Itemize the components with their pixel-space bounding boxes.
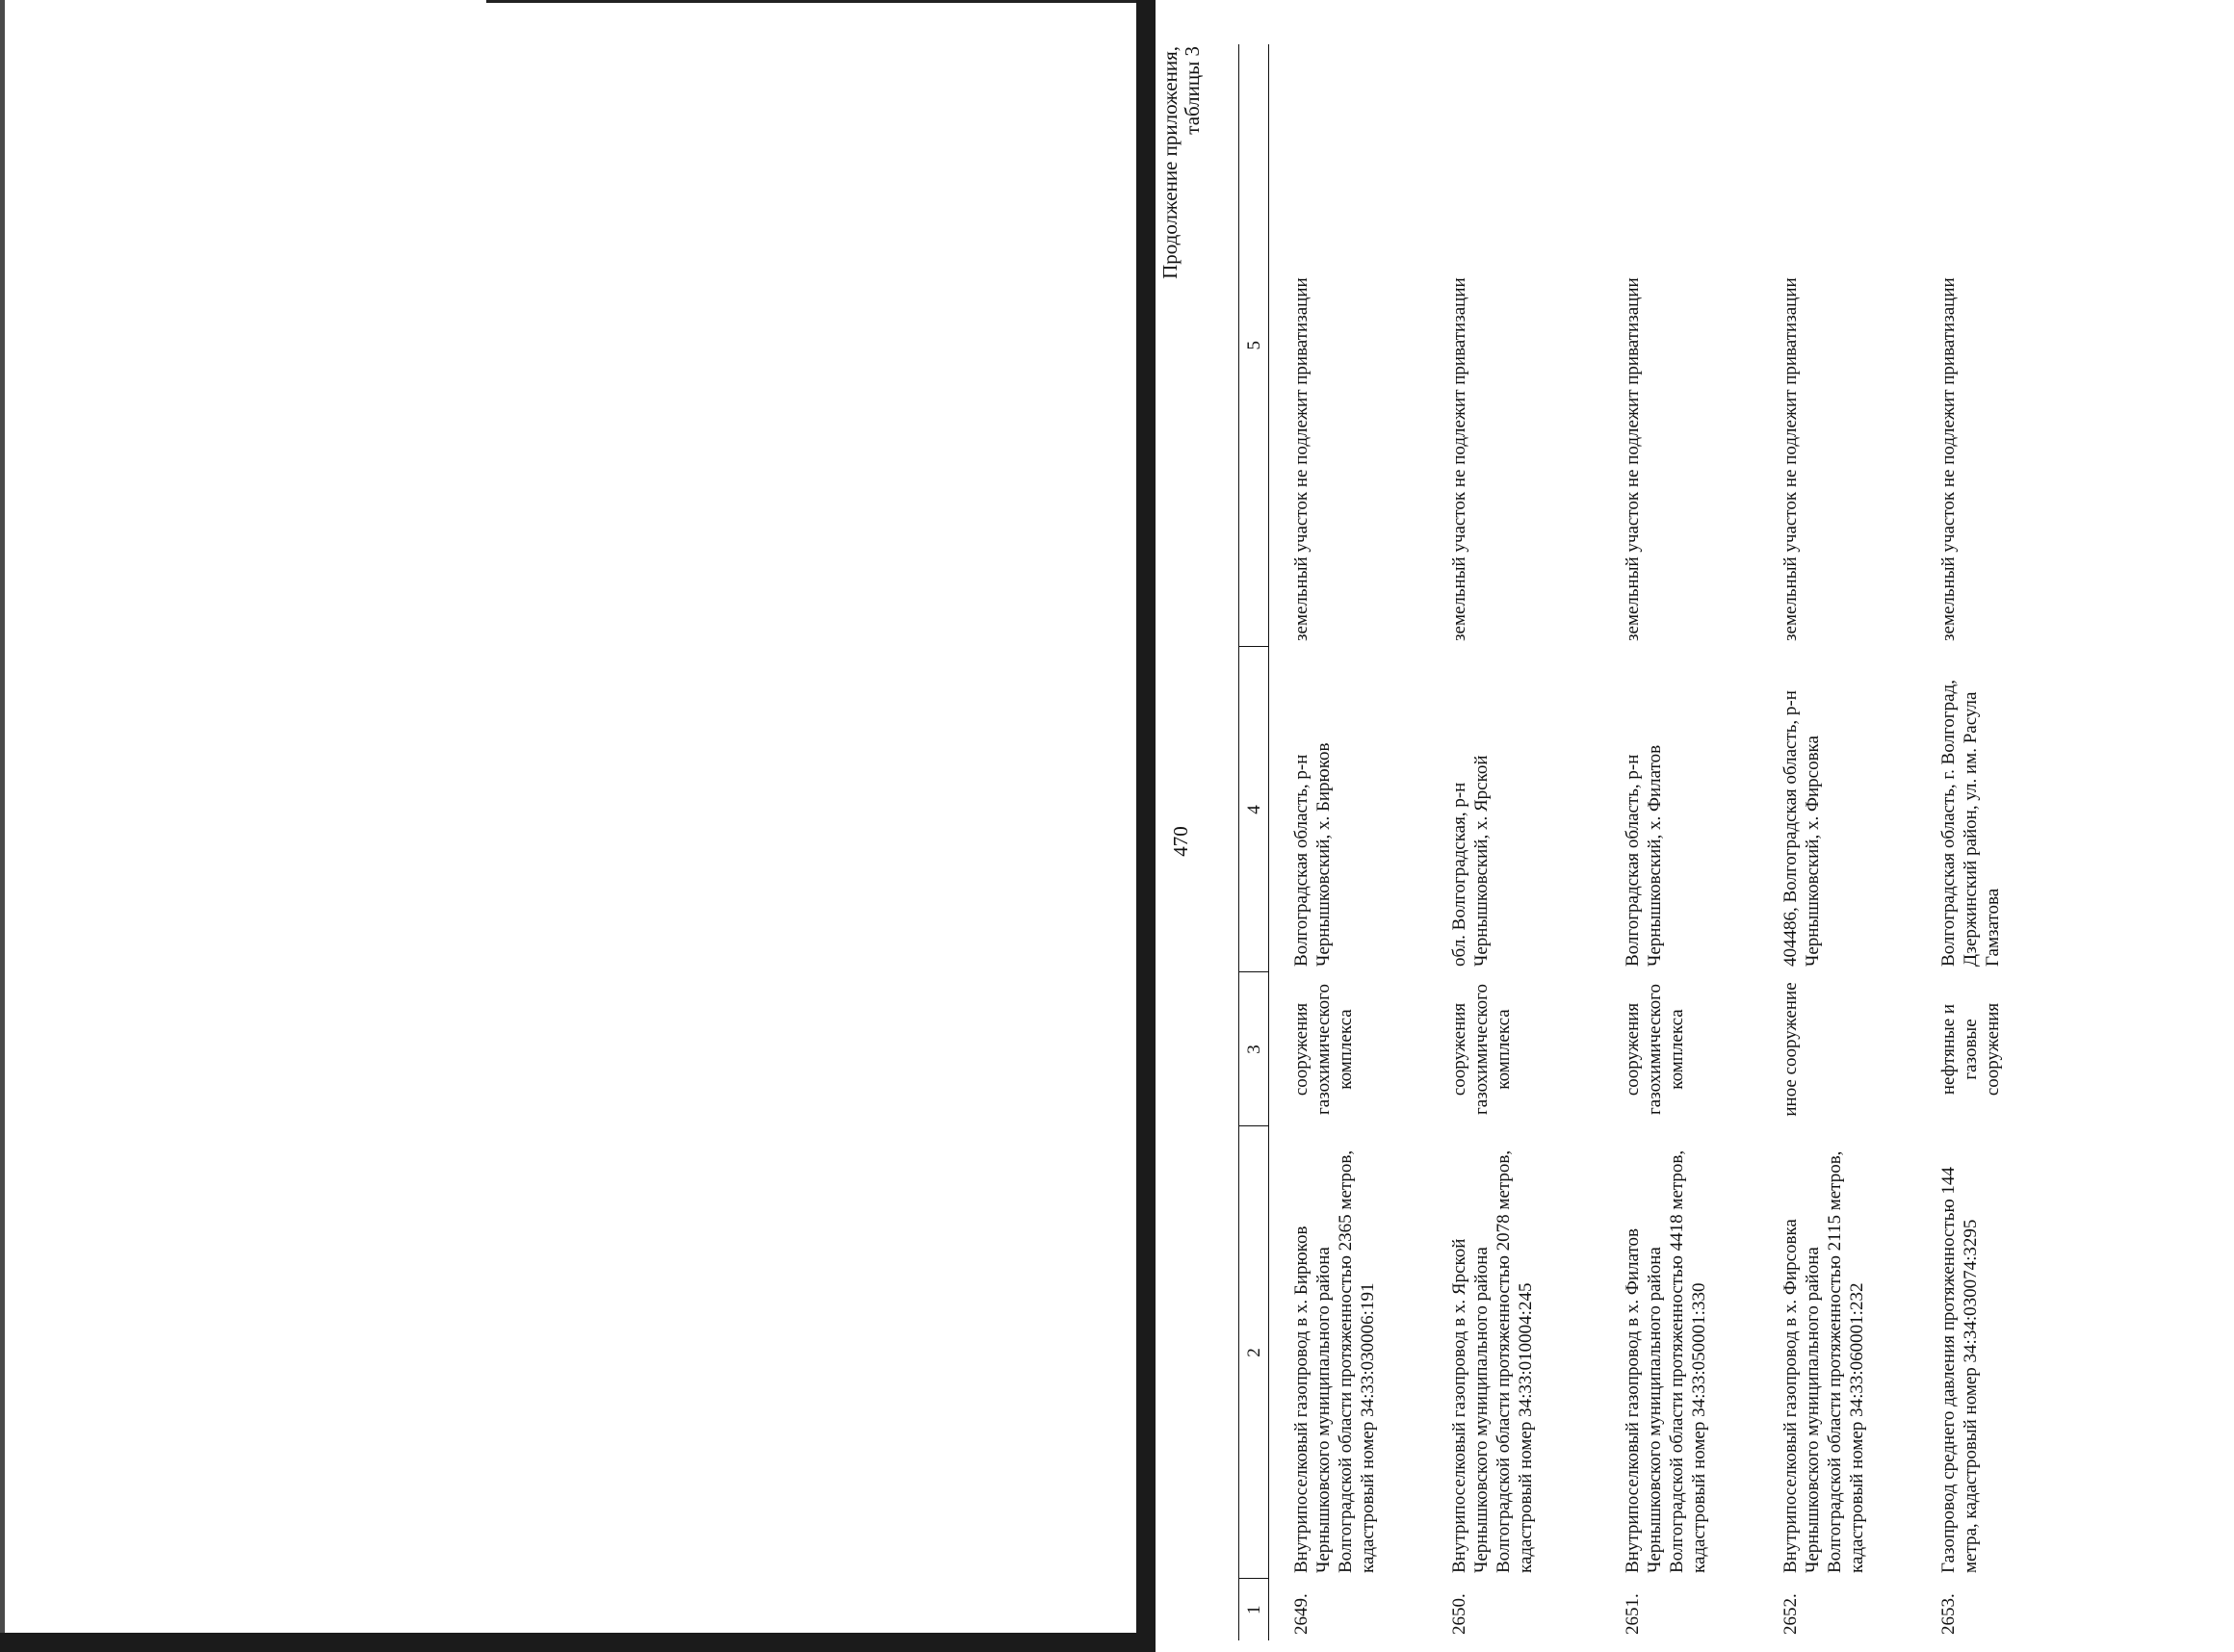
column-header-3: 3 xyxy=(1239,972,1269,1126)
table-header-row xyxy=(1239,44,1269,1640)
object-name: Внутрипоселковый газопровод в х. Фирсовка Чернышковского муниципального района Волгоградской области протяженностью 2115 метров, кадастровый номер 34:33:060001:232 xyxy=(1780,1150,1867,1573)
table-row xyxy=(1427,44,1600,1640)
page-number: 470 xyxy=(1169,826,1192,857)
object-note: земельный участок не подлежит приватизации xyxy=(1449,277,1469,641)
object-note: земельный участок не подлежит приватизации xyxy=(1291,277,1312,641)
table-row xyxy=(1269,44,1428,1640)
object-type: сооружения газохимического комплекса xyxy=(1449,984,1514,1115)
continuation-note-line1: Продолжение приложения, xyxy=(1158,46,1182,279)
object-note: земельный участок не подлежит приватизации xyxy=(1938,277,1959,641)
scan-bottom-line xyxy=(0,1633,1156,1652)
scan-top-line xyxy=(486,0,1156,3)
column-header-5: 5 xyxy=(1239,44,1269,647)
object-address: 404486, Волгоградская область, р-н Чернышковский, х. Фирсовка xyxy=(1780,690,1823,967)
object-address: Волгоградская область, г. Волгоград, Дзержинский район, ул. им. Расула Гамзатова xyxy=(1938,680,2003,967)
column-header-1: 1 xyxy=(1239,1579,1269,1640)
object-type: иное сооружение xyxy=(1780,982,1801,1117)
object-note: земельный участок не подлежит приватизации xyxy=(1623,277,1643,641)
column-header-2: 2 xyxy=(1239,1126,1269,1579)
row-number: 2652. xyxy=(1780,1593,1801,1635)
object-address: Волгоградская область, р-н Чернышковский, х. Филатов xyxy=(1623,744,1665,967)
object-type: сооружения газохимического комплекса xyxy=(1623,984,1687,1115)
object-name: Внутрипоселковый газопровод в х. Бирюков Чернышковского муниципального района Волгоградской области протяженностью 2365 метров, кадастровый номер 34:33:030006:191 xyxy=(1291,1149,1378,1573)
object-address: обл. Волгоградская, р-н Чернышковский, х. Ярской xyxy=(1449,755,1492,967)
column-header-4: 4 xyxy=(1239,647,1269,972)
row-number: 2649. xyxy=(1291,1593,1312,1635)
object-address: Волгоградская область, р-н Чернышковский, х. Бирюков xyxy=(1291,742,1334,967)
scan-edge-left xyxy=(0,0,5,1652)
object-name: Внутрипоселковый газопровод в х. Ярской Чернышковского муниципального района Волгоградской области протяженностью 2078 метров, кадастровый номер 34:33:010004:245 xyxy=(1449,1149,1536,1573)
object-name: Газопровод среднего давления протяженностью 144 метра, кадастровый номер 34:34:030074:3295 xyxy=(1938,1167,1981,1573)
row-number: 2650. xyxy=(1449,1593,1469,1635)
table-row xyxy=(1758,44,1916,1640)
object-type: сооружения газохимического комплекса xyxy=(1291,984,1356,1115)
row-number: 2651. xyxy=(1623,1593,1643,1635)
row-number: 2653. xyxy=(1938,1593,1959,1635)
property-register-table xyxy=(1238,44,2074,1640)
table-row xyxy=(1600,44,1758,1640)
object-name: Внутрипоселковый газопровод в х. Филатов Чернышковского муниципального района Волгоградской области протяженностью 4418 метров, кадастровый номер 34:33:050001:330 xyxy=(1623,1149,1709,1573)
document-page xyxy=(1117,33,2234,1650)
table-row xyxy=(1916,44,2074,1640)
object-note: земельный участок не подлежит приватизации xyxy=(1780,277,1801,641)
continuation-note-line2: таблицы 3 xyxy=(1181,46,1204,135)
object-type: нефтяные и газовые сооружения xyxy=(1938,1002,2003,1097)
continuation-note xyxy=(1159,46,1204,279)
